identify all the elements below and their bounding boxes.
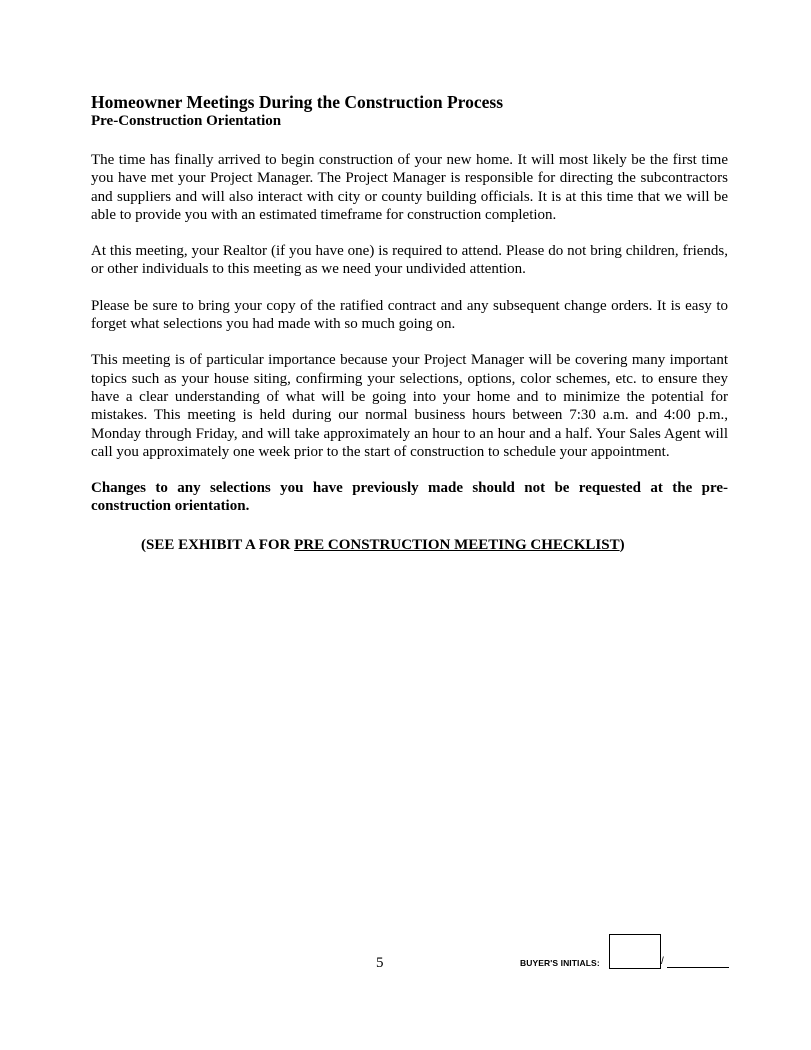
exhibit-note-prefix: (SEE EXHIBIT A FOR (141, 536, 295, 553)
buyers-initials-block (520, 934, 732, 968)
initials-separator: / (661, 956, 664, 967)
page-title: Homeowner Meetings During the Construction Process (91, 92, 504, 112)
paragraph-intro: The time has finally arrived to begin construction of your new home. It will most likely be the first time you have met your Project Manager. The Project Manager is responsible for directing the subcontractors and suppliers and will also interact with city or county building officials. It is at this time that we will be able to provide you with an estimated timeframe for construction completion. (91, 152, 728, 223)
document-body (91, 92, 728, 554)
initials-label: BUYER'S INITIALS: (520, 958, 600, 968)
paragraph-realtor: At this meeting, your Realtor (if you have one) is required to attend. Please do not bring children, friends, or other individuals to this meeting as we need your undivided attention. (91, 243, 728, 278)
page-number: 5 (376, 955, 384, 971)
exhibit-note-suffix: ) (619, 536, 625, 553)
initials-box-1[interactable] (609, 934, 661, 969)
initials-line-2[interactable] (667, 967, 729, 968)
section-subtitle: Pre-Construction Orientation (91, 113, 282, 129)
exhibit-note (91, 536, 728, 554)
paragraph-meeting-details: This meeting is of particular importance because your Project Manager will be covering many important topics such as your house siting, confirming your selections, options, color schemes, etc. to ensure they have a clear understanding of what will be going into your home and to minimize the potential for mistakes. This meeting is held during our normal business hours between 7:30 a.m. and 4:00 p.m., Monday through Friday, and will take approximately an hour to an hour and a half. Your Sales Agent will call you approximately one week prior to the start of construction to schedule your appointment. (91, 352, 728, 460)
paragraph-contract: Please be sure to bring your copy of the ratified contract and any subsequent change orders. It is easy to forget what selections you had made with so much going on. (91, 297, 728, 333)
bold-notice: Changes to any selections you have previously made should not be requested at the pre-construction orientation. (91, 480, 728, 515)
exhibit-checklist-link[interactable]: PRE CONSTRUCTION MEETING CHECKLIST (294, 536, 620, 553)
